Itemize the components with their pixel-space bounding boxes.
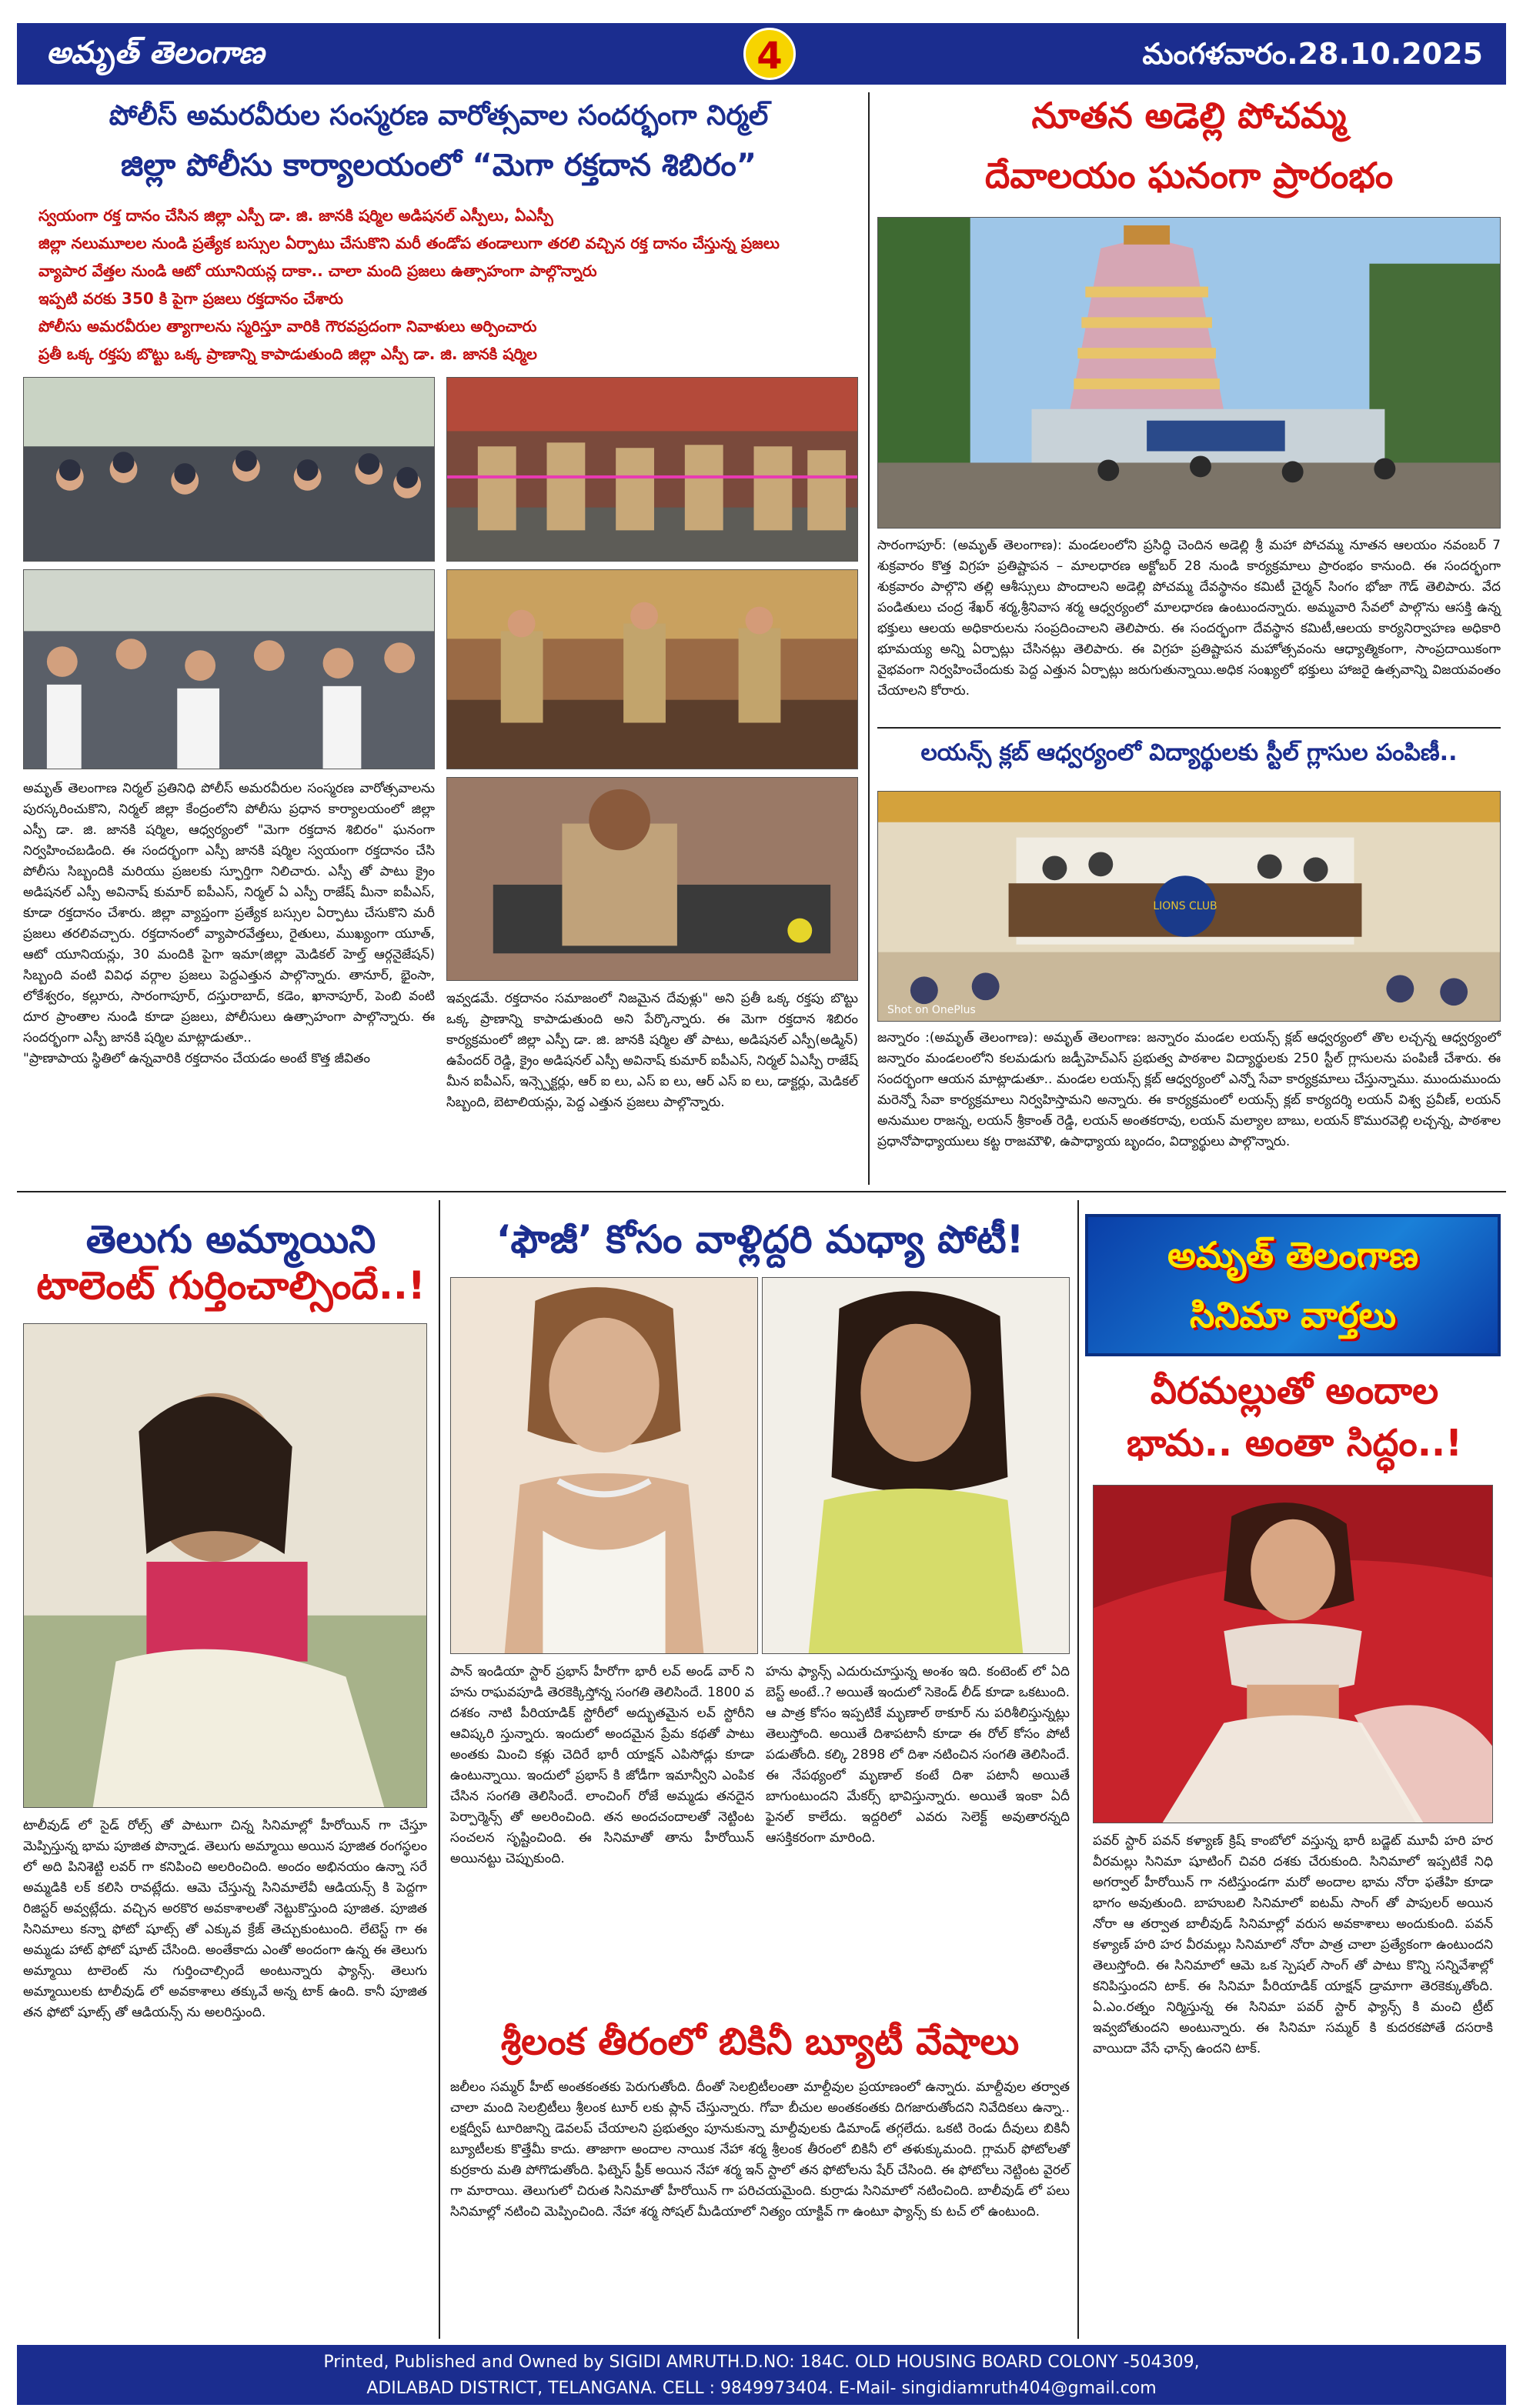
srilanka-body: జలీలం సమ్మర్ హీట్ అంతకంతకు పెరుగుతోంది. దీంతో సెలబ్రిటీలంతా మాల్దీవుల ప్రయాణంలో ఉన్నారు. మాల్దీవుల తర్వాత చాలా మంది సెలబ్రిటీలు శ్రీలంక టూర్ లకు ప్లాన్ చేస్తున్నారు. గోవా బీచుల అంతకంతకు దిగజారుతోందని నివేదికలు ఉన్నా.. లక్షద్వీప్ టూరిజాన్ని డెవలప్ చేయాలని ప్రభుత్వం పూనుకున్నా మాల్దీవులకు డిమాండ్ తగ్గలేదు. ఒకటి రెండు దీవులు బికినీ బ్యూటీలకు కొత్తేమీ కాదు. తాజాగా అందాల నాయిక నేహా శర్మ శ్రీలంక తీరంలో బికినీ లో తళుక్కుమంది. గ్లామర్ ఫోటోలతో కుర్రకారు మతి పోగొడుతోంది. ఫిట్నెస్ ఫ్రీక్ అయిన నేహా శర్మ ఇన్ స్టాలో తన ఫోటోలను షేర్ చేసింది. ఈ ఫోటోలు నెట్టింట వైరల్ గా మారాయి. తెలుగులో చిరుత సినిమాతో హీరోయిన్ గా పరిచయమైంది. కుర్రాడు సినిమాలో నటించింది. బాలీవుడ్ లో పలు సినిమాల్లో నటించి మెప్పించింది. నేహా శర్మ సోషల్ మీడియాలో నిత్యం యాక్టివ్ గా ఉంటూ ఫ్యాన్స్ కు టచ్ లో ఉంటుంది. bbox=[450, 2079, 1070, 2220]
blood-photo-queue bbox=[23, 569, 435, 769]
column-divider bbox=[439, 1200, 440, 2339]
blood-body-left: అమృత్ తెలంగాణ నిర్మల్ ప్రతినిధి పోలీస్ అమరవీరుల సంస్మరణ వారోత్సవాలను పురస్కరించుకొని, నిర్మల్ జిల్లా కేంద్రంలోని పోలీసు ప్రధాన కార్యాలయంలో జిల్లా ఎస్పీ డా. జి. జానకి షర్మిల, ఆధ్వర్యంలో "మెగా రక్తదాన శిబిరం" ఘనంగా నిర్వహించబడింది. ఈ సందర్భంగా ఎస్పీ జానకి షర్మిల స్వయంగా రక్తదానం చేసి పోలీసు సిబ్బందికి మరియు ప్రజలకు స్ఫూర్తిగా నిలిచారు. ఎస్పీ తో పాటు క్రైం అడిషనల్ ఎస్పీ అవినాష్ కుమార్ ఐపీఎస్, నిర్మల్ ఏ ఎస్పీ రాజేష్ మీనా ఐపీఎస్, కూడా రక్తదానం చేశారు. జిల్లా వ్యాప్తంగా ప్రత్యేక బస్సుల ఏర్పాటు చేసుకొని మరీ ప్రజలు తరలివచ్చారు. రక్తదానంలో వ్యాపారవేత్తలు, రైతులు, ముఖ్యంగా యూత్, ఆటో యూనియన్లు, 30 మందికి పైగా ఇమా(జిల్లా మెడికల్ హెల్త్ ఆర్గనైజేషన్) సిబ్బంది వంటి వివిధ వర్గాల ప్రజలు పెద్దఎత్తున పాల్గొన్నారు. తానూర్, భైంసా, లోకేశ్వరం, కల్లూరు, సారంగాపూర్, దస్తురాబాద్, కడెం, ఖానాపూర్, పెంబి వంటి దూర ప్రాంతాల నుండి కూడా ప్రజలు, పోలీసులు ఉత్సాహంగా పాల్గొన్నారు. ఈ సందర్భంగా ఎస్పీ జానకి షర్మిల మాట్లాడుతూ.. "ప్రాణాపాయ స్థితిలో ఉన్నవారికి రక్తదానం చేయడం అంటే కొత్త జీవితం bbox=[23, 781, 435, 1066]
lions-photo bbox=[877, 791, 1501, 1022]
temple-headline-1: నూతన అడెల్లి పోచమ్మ bbox=[1031, 95, 1347, 136]
telugu-girl-photo bbox=[23, 1323, 427, 1808]
cinema-news-banner bbox=[1085, 1214, 1501, 1356]
veeramallu-headline-1: వీరమల్లుతో అందాల bbox=[1150, 1369, 1439, 1412]
column-divider bbox=[1077, 1200, 1079, 2339]
veeramallu-body: పవర్ స్టార్ పవన్ కళ్యాణ్ క్రిష్ కాంబోలో వస్తున్న భారీ బడ్జెట్ మూవీ హరి హర వీరమల్లు సినిమా షూటింగ్ చివరి దశకు చేరుకుంది. సినిమాలో ఇప్పటికే నిధి అగర్వాల్ హీరోయిన్ గా నటిస్తుండగా మరో అందాల భామ నోరా ఫతేహి కూడా భాగం అవుతుంది. బాహుబలి సినిమాలో ఐటమ్ సాంగ్ తో పాపులర్ అయిన నోరా ఆ తర్వాత బాలీవుడ్ సినిమాల్లో వరుస అవకాశాలు అందుకుంది. పవన్ కళ్యాణ్ హరి హర వీరమల్లు సినిమాలో నోరా పాత్ర చాలా ప్రత్యేకంగా ఉంటుందని తెలుస్తోంది. ఈ సినిమాలో ఆమె ఒక స్పెషల్ సాంగ్ తో పాటు కొన్ని సన్నివేశాల్లో కనిపిస్తుందని టాక్. ఈ సినిమా పీరియాడిక్ యాక్షన్ డ్రామాగా తెరకెక్కుతోంది. ఏ.ఎం.రత్నం నిర్మిస్తున్న ఈ సినిమా పవర్ స్టార్ ఫ్యాన్స్ కి మంచి ట్రీట్ ఇవ్వబోతుందని అంటున్నారు. ఈ సినిమా సమ్మర్ కి కుదరకపోతే దసరాకి వాయిదా వేసే ఛాన్స్ ఉందని టాక్. bbox=[1093, 1833, 1493, 2056]
fauji-photo-right bbox=[762, 1277, 1070, 1654]
lions-banner-text: LIONS CLUB bbox=[1153, 899, 1217, 912]
masthead-date: మంగళవారం.28.10.2025 bbox=[1142, 37, 1483, 71]
fauji-body-left: పాన్ ఇండియా స్టార్ ప్రభాస్ హీరోగా భారీ లవ్ అండ్ వార్ ని హను రాఘవపూడి తెరకెక్కిస్తోన్న సంగతి తెలిసిందే. 1800 వ దశకం నాటి పీరియాడిక్ స్టోరీలో అద్భుతమైన లవ్ స్టోరీని ఆవిష్కరి స్తున్నారు. ఇందులో అందమైన ప్రేమ కథతో పాటు అంతకు మించి కళ్లు చెదిరే భారీ యాక్షన్ ఎపిసోడ్లు కూడా ఉంటున్నాయి. ఇందులో ప్రభాస్ కి జోడీగా ఇమాన్వీని ఎంపిక చేసిన సంగతి తెలిసిందే. లాంచింగ్ రోజే అమ్మడు తనదైన పెర్పార్మెన్స్ తో అలరించింది. తన అందచందాలతో నెట్టింట సంచలన సృష్టించింది. ఈ సినిమాతో తాను హీరోయిన్ అయినట్టు చెప్పుకుంది. bbox=[450, 1664, 754, 1866]
blood-headline-1: పోలీస్ అమరవీరుల సంస్మరణ వారోత్సవాల సందర్భంగా నిర్మల్ bbox=[109, 100, 769, 132]
telugu-body: టాలీవుడ్ లో సైడ్ రోల్స్ తో పాటుగా చిన్న సినిమాల్లో హీరోయిన్ గా చేస్తూ మెప్పిస్తున్న భామ పూజిత పొన్నాడ. తెలుగు అమ్మాయి అయిన పూజిత రంగస్థలం లో అది పినిశెట్టి లవర్ గా కనిపించి అలరించింది. అందం అభినయం ఉన్నా సరే అమ్మడికి లక్ కలిసి రావట్లేదు. ఆమె చేస్తున్న సినిమాలేవీ ఆడియన్స్ కి పెద్దగా రిజిస్టర్ అవ్వట్లేదు. వచ్చిన అరకొర అవకాశాలతో నెట్టుకొస్తుంది పూజిత. పూజిత సినిమాలు కన్నా ఫోటో షూట్స్ తో ఎక్కువ క్రేజ్ తెచ్చుకుంటుంది. లేటెస్ట్ గా ఈ అమ్మడు హాట్ ఫోటో షూట్ చేసింది. అంతేకాదు ఎంతో అందంగా ఉన్న ఈ తెలుగు అమ్మాయి టాలెంట్ ను గుర్తించాల్సిందే అంటున్నారు ఫ్యాన్స్. తెలుగు అమ్మాయిలకు టాలీవుడ్ లో అవకాశాలు తక్కువే అన్న టాక్ ఉంది. కానీ పూజిత తన ఫోటో షూట్స్ తో ఆడియన్స్ ను అలరిస్తుంది. bbox=[23, 1818, 427, 2020]
blood-body-right: ఇవ్వడమే. రక్తదానం సమాజంలో నిజమైన దేవుళ్లు" అని ప్రతీ ఒక్క రక్తపు బొట్టు ఒక్క ప్రాణాన్ని కాపాడుతుంది అని పేర్కొన్నారు. ఈ మెగా రక్తదాన శిబిరం కార్యక్రమంలో జిల్లా ఎస్పీ డా. జి. జానకి షర్మిల తో పాటు, అడిషనల్ ఎస్పీ(అడ్మిన్) ఉపేందర్ రెడ్డి, క్రైం అడిషనల్ ఎస్పీ అవినాష్ కుమార్ ఐపీఎస్, నిర్మల్ ఏఎస్పీ రాజేష్ మీన ఐపీఎస్, ఇన్స్పెక్టర్లు, ఆర్ ఐ లు, ఎస్ ఐ లు, ఆర్ ఎస్ ఐ లు, డాక్టర్లు, మెడికల్ సిబ్బంది, బెటాలియన్లు, పెద్ద ఎత్తున ప్రజలు పాల్గొన్నారు. bbox=[446, 991, 858, 1110]
blood-highlights bbox=[38, 202, 839, 368]
temple-headline-2: దేవాలయం ఘనంగా ప్రారంభం bbox=[984, 155, 1394, 196]
cinema-banner-line-2: సినిమా వార్తలు bbox=[1189, 1294, 1397, 1336]
blood-bullet: వ్యాపార వేత్తల నుండి ఆటో యూనియన్ల దాకా.. చాలా మంది ప్రజలు ఉత్సాహంగా పాల్గొన్నారు bbox=[38, 262, 597, 280]
page-number-badge: 4 bbox=[743, 28, 796, 80]
telugu-headline-2: టాలెంట్ గుర్తించాల్సిందే..! bbox=[36, 1263, 426, 1308]
blood-bullet: స్వయంగా రక్త దానం చేసిన జిల్లా ఎస్పీ డా. జి. జానకి షర్మిల అడిషనల్ ఎస్పీలు, ఏఎస్పీ bbox=[38, 206, 553, 225]
blood-photo-donation bbox=[446, 569, 858, 769]
masthead-brand: అమృత్ తెలంగాణ bbox=[46, 35, 265, 71]
column-divider bbox=[868, 92, 870, 1185]
srilanka-headline: శ్రీలంక తీరంలో బికినీ బ్యూటీ వేషాలు bbox=[500, 2020, 1020, 2063]
masthead bbox=[17, 23, 1506, 85]
blood-photo-crowd bbox=[23, 377, 435, 562]
veeramallu-photo bbox=[1093, 1485, 1493, 1823]
cinema-banner-line-1: అమృత్ తెలంగాణ bbox=[1167, 1234, 1418, 1276]
blood-photo-sp bbox=[446, 777, 858, 981]
temple-photo bbox=[877, 217, 1501, 529]
imprint-footer bbox=[17, 2345, 1506, 2405]
blood-bullet: ఇప్పటి వరకు 350 కి పైగా ప్రజలు రక్తదానం చేశారు bbox=[38, 289, 343, 308]
telugu-headline-1: తెలుగు అమ్మాయిని bbox=[85, 1217, 376, 1262]
imprint-line-2: ADILABAD DISTRICT, TELANGANA. CELL : 9849973404. E-Mail- singidiamruth404@gmail.com bbox=[366, 2379, 1157, 2398]
lions-body: జన్నారం :(అమృత్ తెలంగాణ): అమృత్ తెలంగాణ: జన్నారం మండల లయన్స్ క్లబ్ ఆధ్వర్యంలో తొల లచ్చన్న ఆధ్వర్యంలో జన్నారం మండలంలోని కలమడుగు జడ్పీహెచ్ఎస్ ప్రభుత్వ పాఠశాల విద్యార్థులకు 250 స్టీల్ గ్లాసులను పంపిణీ చేశారు. ఈ సందర్భంగా ఆయన మాట్లాడుతూ.. మండల లయన్స్ క్లబ్ ఆధ్వర్యంలో ఎన్నో సేవా కార్యక్రమాలు చేస్తున్నాము. ముందుముందు మరెన్నో సేవా కార్యక్రమాలు నిర్వహిస్తామని అన్నారు. ఈ కార్యక్రమంలో లయన్స్ క్లబ్ కార్యదర్శి లయన్ విశ్వ ప్రవీణ్, లయన్ అనుముల రాజన్న, లయన్ శ్రీకాంత్ రెడ్డి, లయన్ అంతకరావు, లయన్ మల్యాల బాబు, లయన్ కొమురవెల్లి లచ్చన్న, పాఠశాల ప్రధానోపాధ్యాయులు కట్ట రాజమౌళి, ఉపాధ్యాయ బృందం, విద్యార్థులు పాల్గొన్నారు. bbox=[877, 1030, 1501, 1149]
fauji-photo-left bbox=[450, 1277, 758, 1654]
blood-headline-2: జిల్లా పోలీసు కార్యాలయంలో “మెగా రక్తదాన శిబిరం” bbox=[120, 148, 757, 183]
fauji-headline: ‘ఫౌజీ’ కోసం వాళ్లిద్దరి మధ్యా పోటీ! bbox=[496, 1217, 1024, 1262]
temple-body: సారంగాపూర్: (అమృత్ తెలంగాణ): మండలంలోని ప్రసిద్ధి చెందిన అడెల్లి శ్రీ మహా పోచమ్మ నూతన ఆలయం నవంబర్ 7 శుక్రవారం కొత్త విగ్రహ ప్రతిష్టాపన – మాలధారణ అక్టోబర్ 28 నుండి కార్యక్రమాలు ప్రారంభం కానుంది. ఈ సందర్భంగా శుక్రవారం పాల్గొని తల్లి ఆశీస్సులు పొందాలని అడెల్లి పోచమ్మ దేవస్థానం కమిటీ చైర్మన్ సింగం భోజా గౌడ్ తెలిపారు. వేద పండితులు చంద్ర శేఖర్ శర్మ,శ్రీనివాస శర్మ ఆధ్వర్యంలో మాలధారణ ఉంటుందన్నారు. అమ్మవారి సేవలో పాల్గొను ఆసక్తి ఉన్న భక్తులు ఆలయ అధికారులను సంప్రదించాలని తెలిపారు. ఈ సందర్భంగా దేవస్థాన కమిటీ,ఆలయ కార్యనిర్వాహణ అధికారి భూమయ్య అన్ని ఏర్పాట్లు చేసినట్లు తెలిపారు. ఈ విగ్రహ ప్రతిష్టాపన మహోత్సవంను ఆధ్యాత్మికంగా, సాంప్రదాయికంగా వైభవంగా నిర్వహించేందుకు పెద్ద ఎత్తున ఏర్పాట్లు జరుగుతున్నాయి.అధిక సంఖ్యలో భక్తులు హాజరై ఉత్సవాన్ని విజయవంతం చేయాలని కోరారు. bbox=[877, 538, 1501, 699]
imprint-line-1: Printed, Published and Owned by SIGIDI AMRUTH.D.NO: 184C. OLD HOUSING BOARD COLONY -504309, bbox=[323, 2353, 1200, 2372]
lions-headline: లయన్స్ క్లబ్ ఆధ్వర్యంలో విద్యార్థులకు స్టీల్ గ్లాసుల పంపిణీ.. bbox=[920, 739, 1458, 766]
fauji-body-right: హను ఫ్యాన్స్ ఎదురుచూస్తున్న అంశం ఇది. కంటెంట్ లో ఏది బెస్ట్ అంటే..? అయితే ఇందులో సెకెండ్ లీడ్ కూడా ఒకటుంది. ఆ పాత్ర కోసం ఇప్పటికే మృణాల్ ఠాకూర్ ను పరిశీలిస్తున్నట్లు తెలుస్తోంది. అయితే దిశాపటానీ కూడా ఈ రోల్ కోసం పోటీ పడుతోంది. కల్కి 2898 లో దిశా నటించిన సంగతి తెలిసిందే. ఈ నేపథ్యంలో మృణాల్ కంటే దిశా పటానీ అయితే బాగుంటుందని మేకర్స్ భావిస్తున్నారు. అయితే ఇంకా ఏదీ ఫైనల్ కాలేదు. ఇద్దరిలో ఎవరు సెలెక్ట్ అవుతారన్నది ఆసక్తికరంగా మారింది. bbox=[766, 1664, 1070, 1846]
photo-credit: Shot on OnePlus bbox=[887, 1004, 976, 1017]
section-divider bbox=[17, 1191, 1506, 1192]
blood-bullet: జిల్లా నలుమూలల నుండి ప్రత్యేక బస్సుల ఏర్పాటు చేసుకొని మరీ తండోప తండాలుగా తరలి వచ్చిన రక్త దానం చేస్తున్న ప్రజలు bbox=[38, 234, 780, 252]
veeramallu-headline-2: భామ.. అంతా సిద్ధం..! bbox=[1126, 1422, 1463, 1465]
blood-bullet: పోలీసు అమరవీరుల త్యాగాలను స్మరిస్తూ వారికి గౌరవప్రదంగా నివాళులు అర్పించారు bbox=[38, 317, 537, 335]
section-divider bbox=[877, 727, 1501, 729]
blood-bullet: ప్రతీ ఒక్క రక్తపు బొట్టు ఒక్క ప్రాణాన్ని కాపాడుతుంది జిల్లా ఎస్పీ డా. జి. జానకి షర్మిల bbox=[38, 345, 537, 363]
blood-photo-inauguration bbox=[446, 377, 858, 562]
